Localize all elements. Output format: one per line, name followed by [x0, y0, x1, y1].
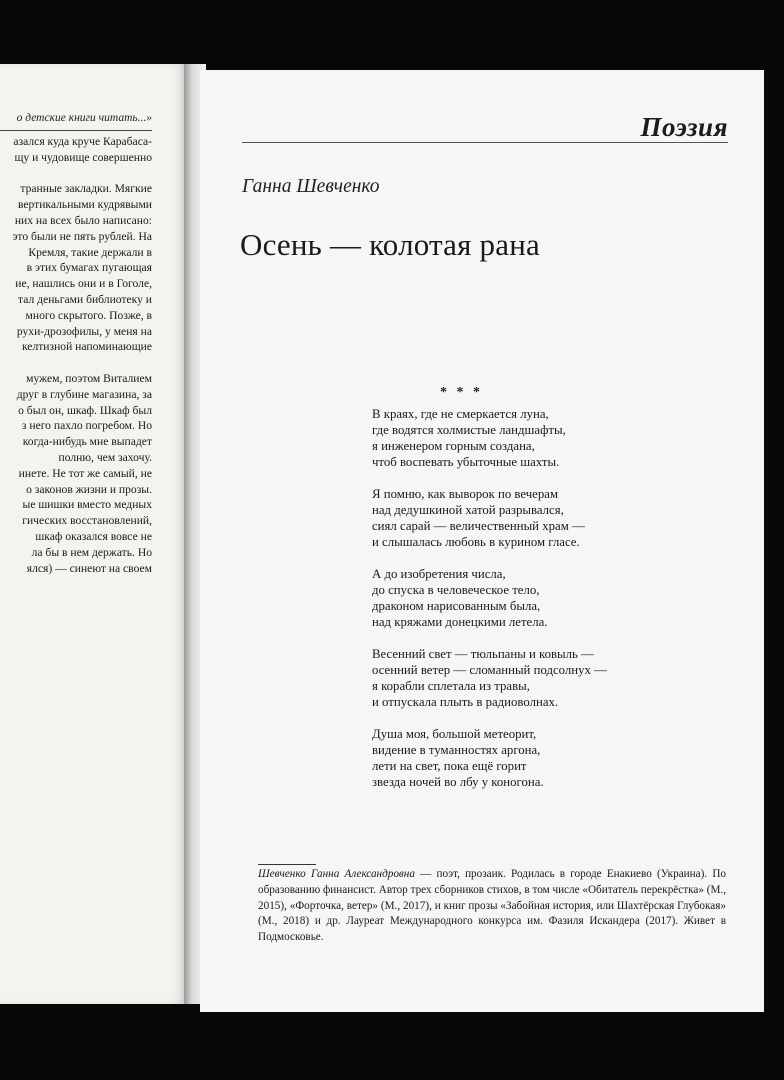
left-page-line: рухи-дрозофилы, у меня на — [16, 324, 152, 338]
poem-line: Я помню, как выворок по вечерам — [372, 487, 559, 501]
section-rule — [242, 142, 728, 143]
left-page-line: когда-нибудь мне выпадет — [22, 435, 152, 449]
author-name: Ганна Шевченко — [242, 176, 380, 197]
poem-body — [372, 406, 672, 806]
poem-line: осенний ветер — сломанный подсолнух — — [372, 663, 607, 677]
left-page-line: ые шишки вместо медных — [22, 498, 152, 512]
poem-line: драконом нарисованным была, — [372, 599, 541, 613]
right-page — [200, 70, 764, 1012]
left-page-line: вертикальными кудрявыми — [17, 198, 152, 212]
poem-title: Осень — колотая рана — [240, 227, 540, 262]
left-page-line: з него пахло погребом. Но — [21, 419, 152, 433]
poem-stanza — [372, 646, 672, 710]
left-page-line: гических восстановлений, — [22, 514, 152, 528]
left-page-line: транные закладки. Мягкие — [20, 182, 152, 196]
poem-line: над кряжами донецкими летела. — [372, 615, 548, 629]
left-page-line — [0, 166, 152, 182]
poem-line: сиял сарай — величественный храм — — [372, 519, 585, 533]
poem-line: А до изобретения числа, — [372, 567, 506, 581]
left-page-line: друг в глубине магазина, за — [16, 387, 152, 401]
left-page-line: ялся) — синеют на своем — [26, 561, 152, 575]
poem-line: звезда ночей во лбу у коногона. — [372, 775, 544, 789]
section-title: Поэзия — [640, 112, 728, 142]
left-page-line: щу и чудовище совершенно — [14, 150, 152, 164]
left-page-line: ие, нашлись они и в Гоголе, — [15, 277, 152, 291]
footnote-rule — [258, 864, 316, 865]
left-page-line: келтизной напоминающие — [21, 340, 152, 354]
left-page-line: тал деньгами библиотеку и — [18, 292, 152, 306]
left-page-line: инете. Не тот же самый, не — [18, 466, 152, 480]
left-page-line: ла бы в нем держать. Но — [31, 545, 152, 559]
left-page-line: мужем, поэтом Виталием — [26, 371, 152, 385]
poem-line: где водятся холмистые ландшафты, — [372, 423, 566, 437]
poem-stanza — [372, 486, 672, 550]
poem-line: Весенний свет — тюльпаны и ковыль — — [372, 647, 594, 661]
left-page-line — [0, 355, 152, 371]
poem-line: до спуска в человеческое тело, — [372, 583, 540, 597]
author-footnote — [258, 867, 726, 946]
left-page-line: о законов жизни и прозы. — [26, 482, 152, 496]
poem-line: В краях, где не смеркается луна, — [372, 407, 549, 421]
poem-stanza — [372, 566, 672, 630]
left-page — [0, 64, 188, 1004]
left-page-line: полню, чем захочу. — [58, 450, 152, 464]
poem-stanza — [372, 406, 672, 470]
left-page-line: них на всех было написано: — [14, 213, 152, 227]
poem-line: Душа моя, большой метеорит, — [372, 727, 537, 741]
footnote-text: — поэт, прозаик. Родилась в городе Енакиево (Украина). По образованию финансист. Автор трех сборников стихов, в том числе «Обитатель перекрёстка» (М., 2015), «Форточка, ветер» (М., 2017), и книг прозы «Забойная история, или Шахтёрская Глубокая» (М., 2018) и др. Лауреат Международного конкурса им. Фазиля Искандера (2017). Живет в Подмосковье. — [258, 868, 727, 944]
poem-line: и отпускала плыть в радиоволнах. — [372, 695, 559, 709]
poem-line: над дедушкиной хатой разрывался, — [372, 503, 564, 517]
footnote-author-name: Шевченко Ганна Александровна — [258, 868, 415, 880]
left-page-line: много скрытого. Позже, в — [25, 308, 152, 322]
poem-line: я инженером горным создана, — [372, 439, 535, 453]
left-page-line: шкаф оказался вовсе не — [35, 529, 152, 543]
poem-separator: * * * — [440, 385, 483, 400]
poem-line: и слышалась любовь в курином гласе. — [372, 535, 580, 549]
left-page-line: азался куда круче Карабаса- — [13, 135, 152, 148]
poem-line: чтоб воспевать убыточные шахты. — [372, 455, 560, 469]
left-page-line: в этих бумагах пугающая — [26, 261, 152, 275]
left-page-line: о был он, шкаф. Шкаф был — [18, 403, 152, 417]
left-page-running-header: о детские книги читать...» — [16, 112, 152, 124]
left-page-text — [0, 134, 152, 576]
poem-line: я корабли сплетала из травы, — [372, 679, 530, 693]
left-page-line: Кремля, такие держали в — [28, 245, 152, 259]
poem-stanza — [372, 726, 672, 790]
poem-line: видение в туманностях аргона, — [372, 743, 541, 757]
left-page-line: это были не пять рублей. На — [12, 229, 152, 243]
poem-line: лети на свет, пока ещё горит — [372, 759, 527, 773]
left-header-rule — [0, 130, 152, 131]
